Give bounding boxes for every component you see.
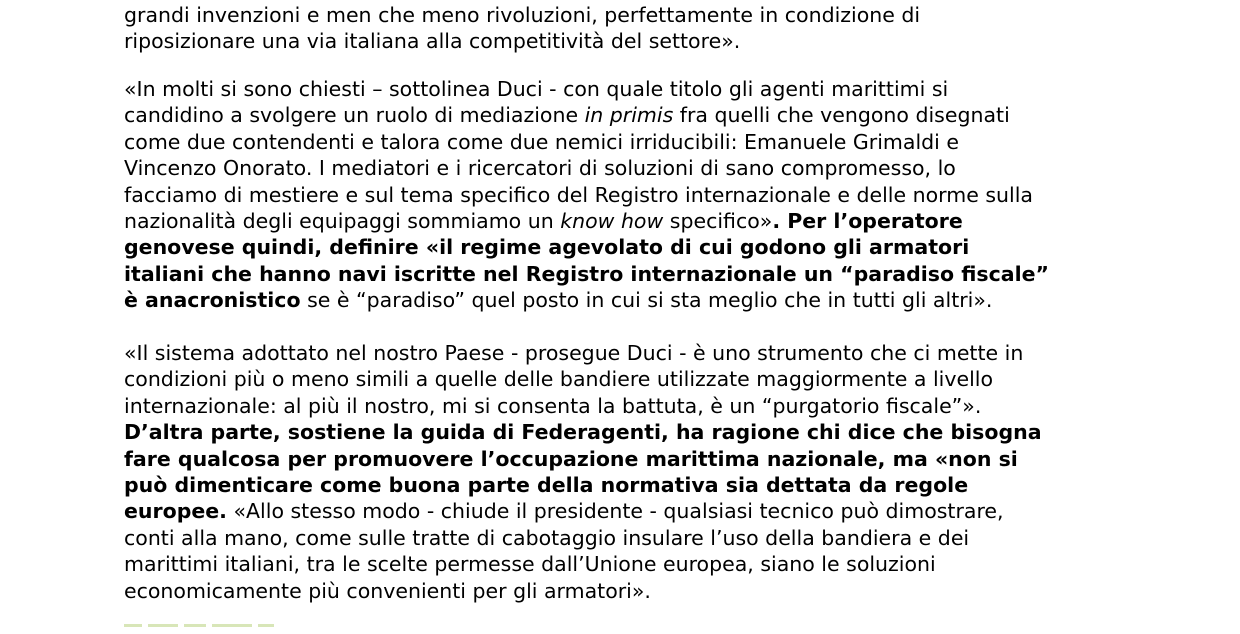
text-run: condizioni più o meno simili a quelle delle bandiere utilizzate maggiormente a livello (124, 367, 994, 392)
text-line (124, 182, 1049, 208)
text-line (124, 102, 1049, 128)
text-run: specifico» (663, 209, 773, 234)
text-run: «In molti si sono chiesti – sottolinea Duci - con quale titolo gli agenti marittimi si (124, 77, 949, 101)
text-line (124, 155, 1049, 181)
text-run: marittimi italiani, tra le scelte permesse dall’Unione europea, siano le soluzioni (124, 552, 936, 577)
paragraph-1 (124, 2, 920, 55)
bold-text-run: fare qualcosa per promuovere l’occupazione marittima nazionale, ma «non si (124, 446, 1018, 471)
text-line (124, 419, 1042, 445)
bold-text-run: D’altra parte, sostiene la guida di Federagenti, ha ragione chi dice che bisogna (124, 420, 1042, 445)
text-line (124, 2, 920, 28)
italic-text-run: know how (560, 209, 664, 234)
text-line (124, 208, 1049, 234)
text-line (124, 28, 920, 54)
bold-text-run: può dimenticare come buona parte della normativa sia dettata da regole (124, 473, 969, 498)
text-run: grandi invenzioni e men che meno rivoluzioni, perfettamente in condizione di (124, 3, 921, 27)
text-line (124, 578, 1042, 604)
text-run: «Allo stesso modo - chiude il presidente - qualsiasi tecnico può dimostrare, (226, 499, 1004, 524)
text-run: fra quelli che vengono disegnati (673, 103, 1010, 128)
text-line (124, 472, 1042, 498)
text-run: come due contendenti e talora come due nemici irriducibili: Emanuele Grimaldi e (124, 129, 959, 154)
text-line (124, 525, 1042, 551)
text-line (124, 287, 1049, 313)
text-run: conti alla mano, come sulle tratte di cabotaggio insulare l’uso della bandiera e dei (124, 525, 970, 550)
bold-text-run: è anacronistico (124, 288, 301, 313)
text-run: «Il sistema adottato nel nostro Paese - prosegue Duci - è uno strumento che ci mette in (124, 341, 1024, 365)
paragraph-3 (124, 340, 1042, 604)
text-line (124, 261, 1049, 287)
text-line (124, 498, 1042, 524)
cut-off-next-line (124, 624, 354, 634)
italic-text-run: in primis (584, 103, 674, 128)
bold-text-run: genovese quindi, definire «il regime agevolato di cui godono gli armatori (124, 235, 970, 260)
text-run: riposizionare una via italiana alla competitività del settore». (124, 29, 741, 54)
text-line (124, 76, 1049, 102)
text-run: nazionalità degli equipaggi sommiamo un (124, 209, 561, 234)
text-run: facciamo di mestiere e sul tema specifico del Registro internazionale e delle norme sulla (124, 182, 1033, 207)
text-run: economicamente più convenienti per gli armatori». (124, 578, 651, 603)
text-run: Vincenzo Onorato. I mediatori e i ricercatori di soluzioni di sano compromesso, lo (124, 156, 956, 181)
text-line (124, 129, 1049, 155)
text-line (124, 340, 1042, 366)
text-line (124, 366, 1042, 392)
text-run: internazionale: al più il nostro, mi si consenta la battuta, è un “purgatorio fiscale”». (124, 393, 982, 418)
text-run: candidino a svolgere un ruolo di mediazione (124, 103, 585, 128)
text-run: se è “paradiso” quel posto in cui si sta meglio che in tutti gli altri». (300, 288, 993, 313)
text-line (124, 551, 1042, 577)
text-line (124, 234, 1049, 260)
bold-text-run: . Per l’operatore (772, 209, 963, 234)
bold-text-run: europee. (124, 499, 227, 524)
paragraph-2 (124, 76, 1049, 314)
text-line (124, 446, 1042, 472)
text-line (124, 393, 1042, 419)
bold-text-run: italiani che hanno navi iscritte nel Registro internazionale un “paradiso fiscale” (124, 261, 1049, 286)
